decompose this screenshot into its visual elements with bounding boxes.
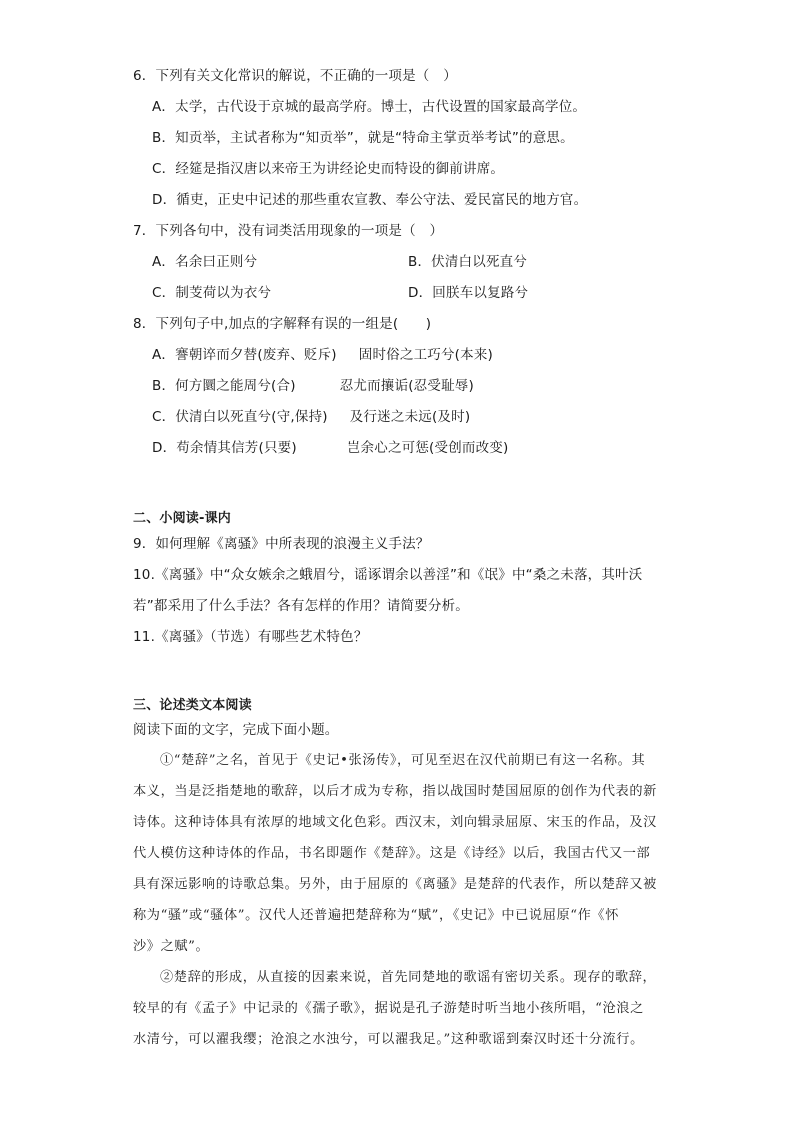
option-d-second: 岂余心之可惩(受创而改变) bbox=[346, 440, 509, 456]
option-b-second: 忍尤而攘诟(忍受耻辱) bbox=[339, 378, 474, 394]
question-11: 11.《离骚》（节选）有哪些艺术特色？ bbox=[133, 629, 368, 645]
question-7-option-a: A．名余曰正则兮 bbox=[152, 254, 258, 270]
question-6-stem: 6．下列有关文化常识的解说，不正确的一项是（ ） bbox=[133, 68, 457, 84]
paragraph-1-line: 代人模仿这种诗体的作品，书名即题作《楚辞》。这是《诗经》以后，我国古代又一部 bbox=[133, 846, 651, 861]
option-c-second: 及行迷之未远(及时) bbox=[349, 409, 471, 425]
paragraph-1-line: 沙》之赋”。 bbox=[133, 939, 210, 954]
question-8-option-c bbox=[152, 408, 470, 426]
section-2-title: 二、小阅读-课内 bbox=[133, 511, 231, 526]
section-3-title: 三、论述类文本阅读 bbox=[133, 698, 252, 713]
question-8-stem: 8．下列句子中,加点的字解释有误的一组是( ) bbox=[133, 316, 432, 332]
question-6-option-b: B．知贡举，主试者称为“知贡举”，就是“特命主掌贡举考试”的意思。 bbox=[152, 130, 574, 146]
paragraph-1-line: ①“楚辞”之名，首见于《史记•张汤传》，可见至迟在汉代前期已有这一名称。其 bbox=[160, 753, 646, 768]
question-8-option-b bbox=[152, 377, 474, 395]
question-10-line1: 10.《离骚》中“众女嫉余之蛾眉兮，谣诼谓余以善淫”和《氓》中“桑之未落，其叶沃 bbox=[133, 567, 643, 583]
option-b-first: B．何方圜之能周兮(合) bbox=[152, 378, 296, 394]
question-9: 9．如何理解《离骚》中所表现的浪漫主义手法？ bbox=[133, 536, 430, 552]
question-8-option-a bbox=[152, 346, 493, 364]
paragraph-1-line: 诗体。这种诗体具有浓厚的地域文化色彩。西汉末，刘向辑录屈原、宋玉的作品，及汉 bbox=[133, 815, 657, 830]
question-10-line2: 若”都采用了什么手法？各有怎样的作用？请简要分析。 bbox=[133, 598, 469, 614]
question-6-option-c: C．经筵是指汉唐以来帝王为讲经论史而特设的御前讲席。 bbox=[152, 161, 505, 177]
question-8-option-d bbox=[152, 439, 508, 457]
paragraph-2-line: 较早的有《孟子》中记录的《孺子歌》，据说是孔子游楚时听当地小孩所唱，“沧浪之 bbox=[133, 1001, 644, 1016]
option-a-first: A．謇朝谇而夕替(废弃、贬斥) bbox=[152, 347, 337, 363]
question-7-stem: 7．下列各句中，没有词类活用现象的一项是（ ） bbox=[133, 223, 444, 239]
option-c-first: C．伏清白以死直兮(守,保持) bbox=[152, 409, 328, 425]
option-d-first: D．苟余情其信芳(只要) bbox=[152, 440, 297, 456]
question-7-option-b: B．伏清白以死直兮 bbox=[408, 254, 528, 270]
paragraph-1-line: 称为“骚”或“骚体”。汉代人还普遍把楚辞称为“赋”，《史记》中已说屈原“作《怀 bbox=[133, 908, 619, 923]
question-7-option-d: D．回朕车以复路兮 bbox=[408, 285, 529, 301]
paragraph-2-line: 水清兮，可以濯我缨；沧浪之水浊兮，可以濯我足。”这种歌谣到秦汉时还十分流行。 bbox=[133, 1032, 644, 1047]
paragraph-1-line: 本义，当是泛指楚地的歌辞，以后才成为专称，指以战国时楚国屈原的创作为代表的新 bbox=[133, 784, 657, 799]
option-a-second: 固时俗之工巧兮(本来) bbox=[358, 347, 494, 363]
question-6-option-d: D．循吏，正史中记述的那些重农宣教、奉公守法、爱民富民的地方官。 bbox=[152, 192, 588, 208]
paragraph-2-line: ②楚辞的形成，从直接的因素来说，首先同楚地的歌谣有密切关系。现存的歌辞， bbox=[160, 970, 657, 985]
question-7-option-c: C．制芰荷以为衣兮 bbox=[152, 285, 272, 301]
question-6-option-a: A．太学，古代设于京城的最高学府。博士，古代设置的国家最高学位。 bbox=[152, 99, 587, 115]
paragraph-1-line: 具有深远影响的诗歌总集。另外，由于屈原的《离骚》是楚辞的代表作，所以楚辞又被 bbox=[133, 877, 657, 892]
section-3-intro: 阅读下面的文字，完成下面小题。 bbox=[133, 722, 339, 738]
